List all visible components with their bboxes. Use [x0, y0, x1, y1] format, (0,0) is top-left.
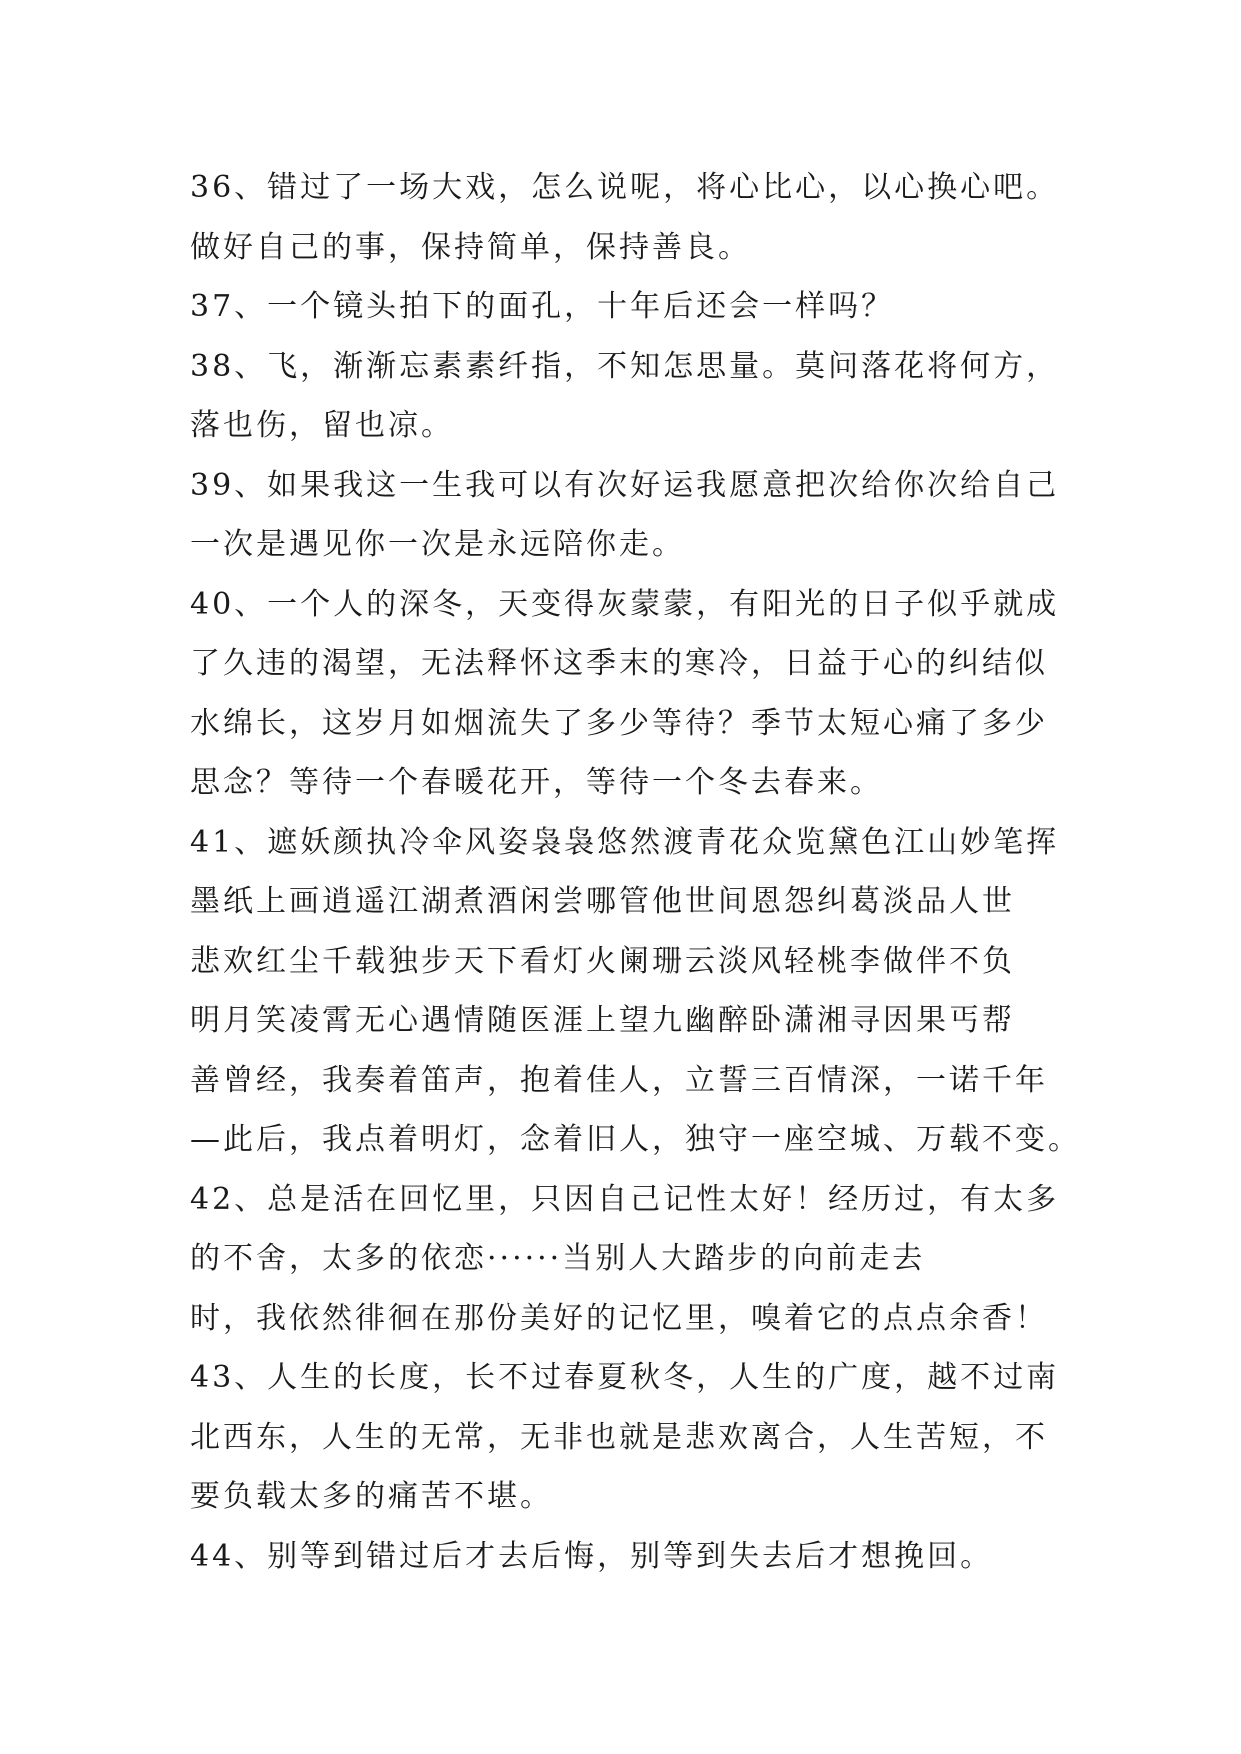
text-line: 39、如果我这一生我可以有次好运我愿意把次给你次给自己	[190, 467, 1060, 503]
text-line: 要负载太多的痛苦不堪。	[190, 1479, 553, 1514]
text-line: 落也伤，留也凉。	[190, 408, 454, 443]
text-line: 41、遮妖颜执冷伞风姿袅袅悠然渡青花众览黛色江山妙笔挥	[190, 824, 1060, 860]
document-body	[190, 158, 1081, 1586]
text-line: 36、错过了一场大戏，怎么说呢，将心比心，以心换心吧。	[190, 170, 1060, 205]
text-line: 的不舍，太多的依恋······当别人大踏步的向前走去	[190, 1241, 926, 1276]
text-line: 明月笑凌霄无心遇情随医涯上望九幽醉卧潇湘寻因果丐帮	[190, 1003, 1015, 1038]
text-line: 42、总是活在回忆里，只因自己记性太好！经历过，有太多	[190, 1181, 1060, 1217]
text-line: 了久违的渴望，无法释怀这季末的寒冷，日益于心的纠结似	[190, 646, 1048, 681]
text-line: 时，我依然徘徊在那份美好的记忆里，嗅着它的点点余香！	[190, 1300, 1048, 1336]
text-line: 38、飞，渐渐忘素素纤指，不知怎思量。莫问落花将何方，	[190, 348, 1060, 384]
text-line: 善曾经，我奏着笛声，抱着佳人，立誓三百情深，一诺千年	[190, 1062, 1048, 1098]
text-line: 做好自己的事，保持简单，保持善良。	[190, 229, 751, 265]
text-line: 37、一个镜头拍下的面孔，十年后还会一样吗？	[190, 289, 895, 324]
text-line: 悲欢红尘千载独步天下看灯火阑珊云淡风轻桃李做伴不负	[190, 943, 1015, 979]
text-line: 一次是遇见你一次是永远陪你走。	[190, 527, 685, 562]
text-line: 墨纸上画逍遥江湖煮酒闲尝哪管他世间恩怨纠葛淡品人世	[190, 884, 1015, 919]
text-line: 43、人生的长度，长不过春夏秋冬，人生的广度，越不过南	[190, 1360, 1060, 1395]
text-line: 水绵长，这岁月如烟流失了多少等待？季节太短心痛了多少	[190, 705, 1048, 741]
text-line: —此后，我点着明灯，念着旧人，独守一座空城、万载不变。	[190, 1122, 1081, 1157]
text-line: 思念？等待一个春暖花开，等待一个冬去春来。	[190, 765, 883, 800]
text-line: 40、一个人的深冬，天变得灰蒙蒙，有阳光的日子似乎就成	[190, 586, 1060, 622]
text-line: 北西东，人生的无常，无非也就是悲欢离合，人生苦短，不	[190, 1419, 1048, 1455]
text-line: 44、别等到错过后才去后悔，别等到失去后才想挽回。	[190, 1538, 994, 1574]
